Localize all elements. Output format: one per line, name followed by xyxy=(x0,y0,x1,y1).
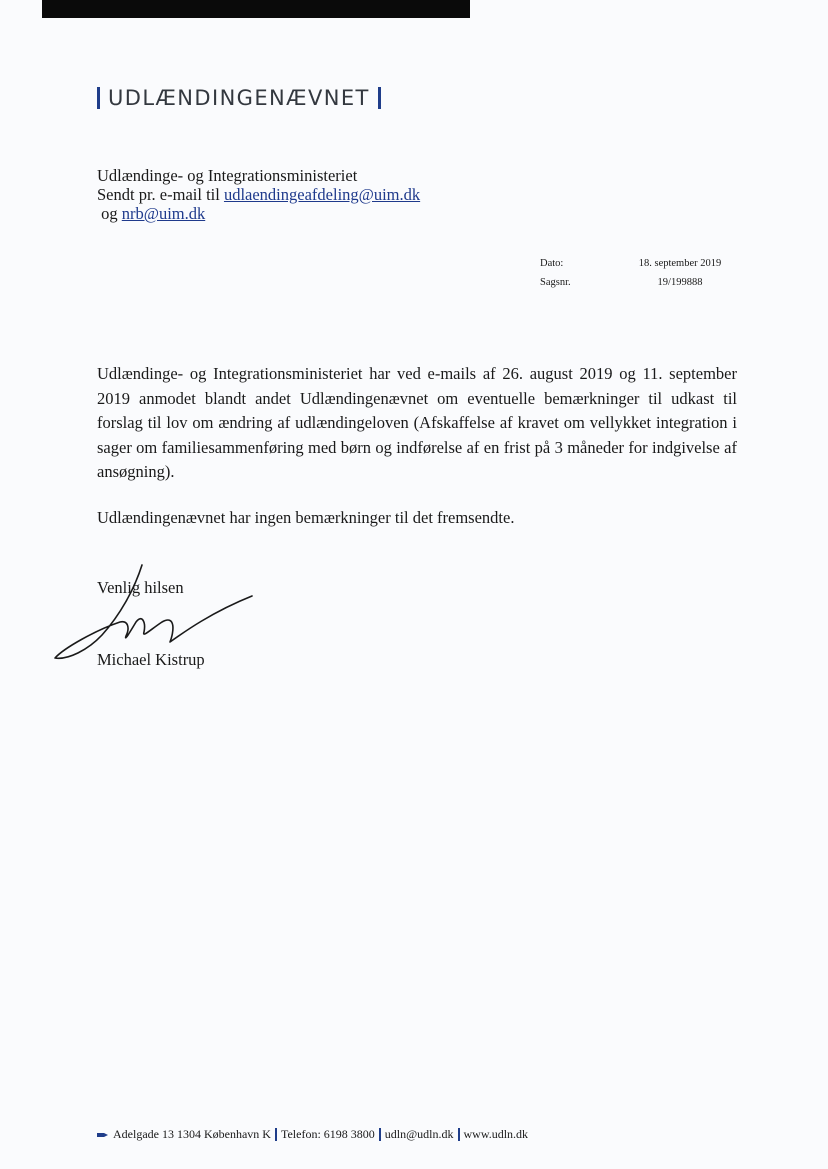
footer-web[interactable]: www.udln.dk xyxy=(463,1127,529,1141)
recipient-email-line-2 xyxy=(97,204,420,223)
closing-greeting: Venlig hilsen xyxy=(97,578,184,597)
email-link-nrb[interactable]: nrb@uim.dk xyxy=(121,204,206,223)
email-prefix-og: og xyxy=(97,204,122,223)
footer-separator xyxy=(379,1128,381,1141)
footer xyxy=(97,1127,528,1142)
case-value: 19/199888 xyxy=(657,277,703,288)
footer-email[interactable]: udln@udln.dk xyxy=(384,1127,454,1141)
body-paragraph-1: Udlændinge- og Integrationsministeriet har ved e-mails af 26. august 2019 og 11. september 2019 anmodet blandt andet Udlændingenævnet om eventuelle bemærkninger til udkast til forslag til lov om ændring af udlændingeloven (Afskaffelse af kravet om vellykket integration i sager om familiesammenføring med børn og indførelse af en frist på 3 måneder for indgivelse af ansøgning). xyxy=(97,364,737,481)
body-paragraph-2: Udlændingenævnet har ingen bemærkninger til det fremsendte. xyxy=(97,508,515,527)
footer-separator xyxy=(458,1128,460,1141)
arrow-icon xyxy=(97,1132,108,1138)
meta-block xyxy=(540,254,730,292)
date-row xyxy=(540,254,730,273)
logo-bar-left xyxy=(97,87,100,109)
case-label: Sagsnr. xyxy=(540,277,571,288)
recipient-block xyxy=(97,166,420,223)
redaction-bar xyxy=(42,0,470,18)
recipient-email-line xyxy=(97,185,420,204)
date-label: Dato: xyxy=(540,258,564,269)
logo xyxy=(97,84,381,112)
footer-phone: Telefon: 6198 3800 xyxy=(280,1127,375,1141)
footer-address: Adelgade 13 1304 København K xyxy=(113,1127,271,1141)
recipient-name: Udlændinge- og Integrationsministeriet xyxy=(97,166,358,185)
logo-text: UDLÆNDINGENÆVNET xyxy=(108,86,370,110)
email-prefix: Sendt pr. e-mail til xyxy=(97,185,224,204)
logo-bar-right xyxy=(378,87,381,109)
date-value: 18. september 2019 xyxy=(638,258,722,269)
footer-separator xyxy=(275,1128,277,1141)
case-row xyxy=(540,273,730,292)
signatory-name: Michael Kistrup xyxy=(97,650,205,669)
email-link-udlaendingeafdeling[interactable]: udlaendingeafdeling@uim.dk xyxy=(223,185,421,204)
